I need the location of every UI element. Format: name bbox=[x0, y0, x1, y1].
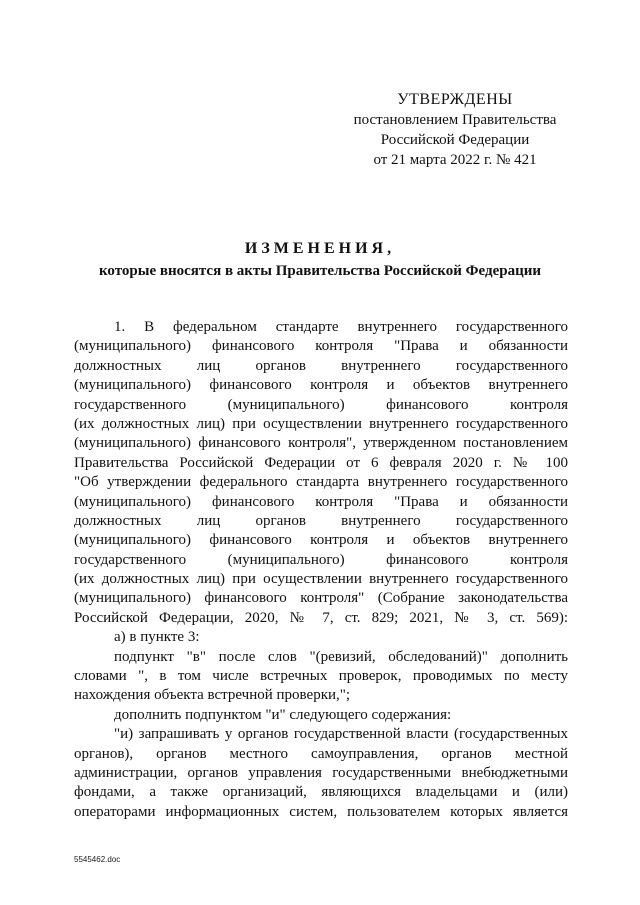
approval-line-2: Российской Федерации bbox=[380, 132, 530, 148]
body-line: государственного (муниципального) финансового контроля bbox=[74, 551, 568, 568]
body-line: (муниципального) финансового контроля "Права и обязанности bbox=[74, 493, 568, 510]
document-subtitle: которые вносятся в акты Правительства Российской Федерации bbox=[98, 263, 542, 279]
body-line: должностных лиц органов внутреннего государственного bbox=[74, 512, 568, 529]
document-title: ИЗМЕНЕНИЯ, bbox=[244, 240, 396, 257]
body-line: словами ", в том числе встречных проверок, проводимых по месту bbox=[74, 668, 568, 685]
body-line: должностных лиц органов внутреннего государственного bbox=[74, 357, 568, 374]
body-line: Правительства Российской Федерации от 6 февраля 2020 г. № 100 bbox=[74, 454, 568, 471]
body-line: дополнить подпунктом "и" следующего содержания: bbox=[114, 706, 452, 723]
approval-line-3: от 21 марта 2022 г. № 421 bbox=[373, 152, 537, 168]
body-line: "Об утверждении федерального стандарта внутреннего государственного bbox=[74, 474, 568, 491]
document-body bbox=[74, 318, 568, 822]
body-line: (их должностных лиц) при осуществлении внутреннего государственного bbox=[74, 571, 568, 588]
body-line: органов), органов местного самоуправления, органов местной bbox=[74, 745, 568, 762]
body-line: (муниципального) финансового контроля "Права и обязанности bbox=[74, 338, 568, 355]
body-line: Российской Федерации, 2020, № 7, ст. 829; 2021, № 3, ст. 569): bbox=[74, 609, 568, 626]
file-name-footer: 5545462.doc bbox=[74, 855, 121, 864]
body-line: государственного (муниципального) финансового контроля bbox=[74, 396, 568, 413]
body-line: фондами, а также организаций, являющихся владельцами и (или) bbox=[74, 784, 568, 801]
body-line: (муниципального) финансового контроля", утвержденном постановлением bbox=[74, 435, 568, 452]
body-line: (муниципального) финансового контроля и объектов внутреннего bbox=[74, 377, 568, 394]
body-line: а) в пункте 3: bbox=[114, 629, 200, 646]
body-line: подпункт "в" после слов "(ревизий, обследований)" дополнить bbox=[114, 648, 568, 665]
body-line: 1. В федеральном стандарте внутреннего государственного bbox=[114, 319, 568, 335]
body-line: администрации, органов управления государственными внебюджетными bbox=[74, 764, 568, 781]
approval-heading: УТВЕРЖДЕНЫ bbox=[397, 91, 513, 108]
body-line: (муниципального) финансового контроля" (Собрание законодательства bbox=[74, 590, 568, 607]
body-line: нахождения объекта встречной проверки,"; bbox=[74, 687, 351, 704]
body-line: "и) запрашивать у органов государственной власти (государственных bbox=[114, 726, 568, 743]
body-line: (муниципального) финансового контроля и объектов внутреннего bbox=[74, 532, 568, 549]
body-line: (их должностных лиц) при осуществлении внутреннего государственного bbox=[74, 415, 568, 432]
approval-line-1: постановлением Правительства bbox=[353, 112, 557, 128]
body-line: операторами информационных систем, пользователем которых является bbox=[74, 803, 568, 820]
approval-block bbox=[335, 90, 575, 170]
